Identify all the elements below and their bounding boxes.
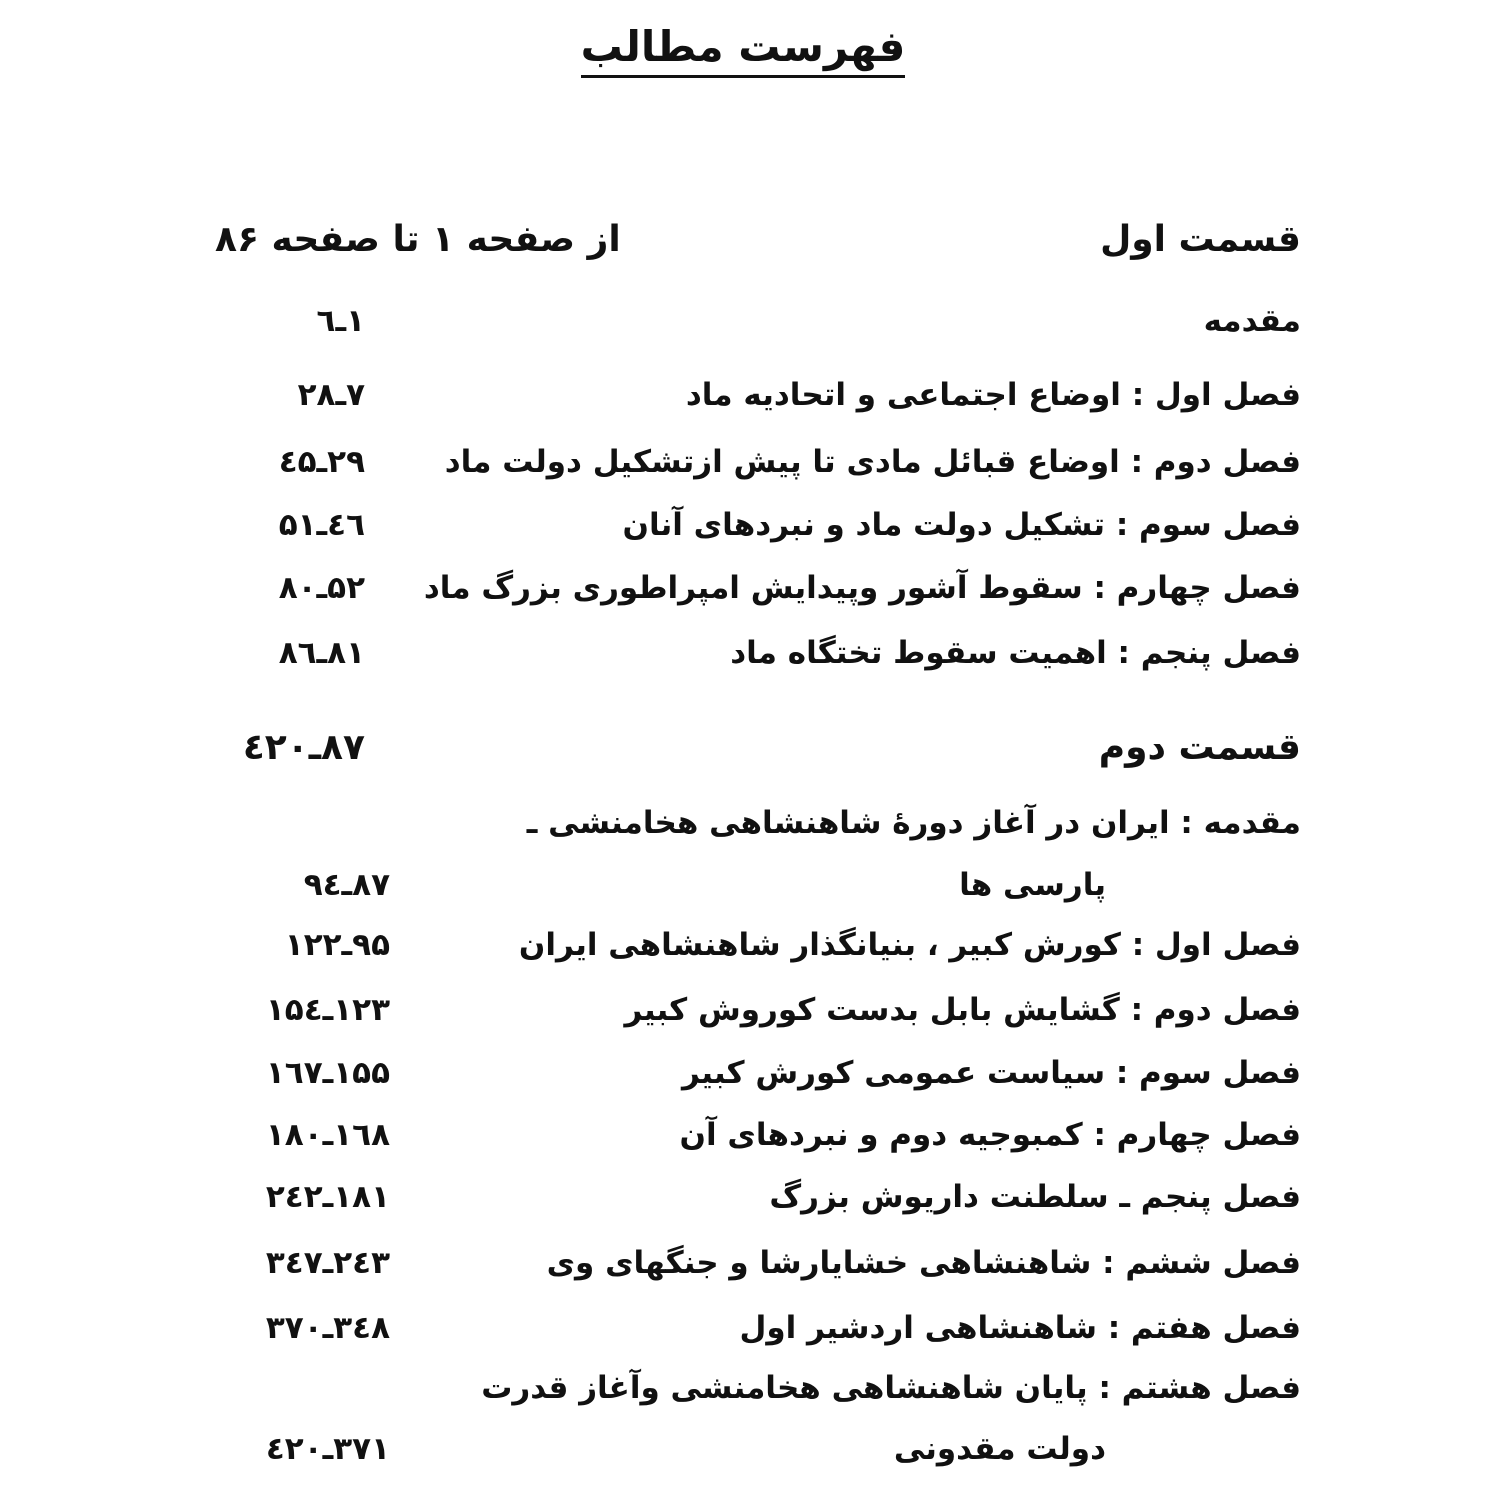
entry-label-continued: دولت مقدونی: [893, 1431, 1106, 1467]
entry-label: فصل سوم : تشکیل دولت ماد و نبردهای آنان: [622, 507, 1301, 543]
part1-page-range: از صفحه ۱ تا صفحه ۸۶: [215, 219, 621, 260]
entry-label: فصل دوم : اوضاع قبائل مادی تا پیش ازتشکیل دولت ماد: [444, 444, 1301, 480]
entry-label: فصل پنجم : اهمیت سقوط تختگاه ماد: [730, 635, 1301, 671]
toc-row: [0, 1110, 1486, 1160]
part2-header: [0, 723, 1486, 773]
entry-label: مقدمه: [1203, 303, 1301, 339]
entry-label: فصل هفتم : شاهنشاهی اردشیر اول: [739, 1310, 1301, 1346]
part1-heading: قسمت اول: [1100, 219, 1301, 260]
entry-pages: ٤٦ـ۵۱: [278, 507, 365, 543]
toc-row: [0, 1303, 1486, 1353]
entry-pages: ۸۷ـ۹٤: [303, 867, 390, 903]
entry-pages: ۹۵ـ۱۲۲: [284, 927, 390, 963]
toc-row: [0, 563, 1486, 613]
entry-pages: ۳۷۱ـ٤۲۰: [265, 1431, 390, 1467]
toc-row: [0, 798, 1486, 848]
entry-pages: ۷ـ۲۸: [297, 377, 365, 413]
entry-label: فصل چهارم : کمبوجیه دوم و نبردهای آن: [679, 1117, 1301, 1153]
entry-pages: ۱٦۸ـ۱۸۰: [265, 1117, 390, 1153]
toc-row: [0, 1048, 1486, 1098]
entry-label: فصل پنجم ـ سلطنت داریوش بزرگ: [769, 1179, 1301, 1215]
entry-pages: ۱۵۵ـ۱٦۷: [265, 1055, 390, 1091]
toc-row: [0, 296, 1486, 346]
entry-label: فصل سوم : سیاست عمومی کورش کبیر: [681, 1055, 1301, 1091]
entry-pages: ۳٤۸ـ۳۷۰: [265, 1310, 390, 1346]
entry-label: فصل چهارم : سقوط آشور وپیدایش امپراطوری بزرگ ماد: [423, 570, 1301, 606]
toc-row: [0, 920, 1486, 970]
entry-pages: ۱۸۱ـ۲٤۲: [265, 1179, 390, 1215]
entry-pages: ۲٤۳ـ۳٤۷: [265, 1245, 390, 1281]
entry-pages: ۱۲۳ـ۱۵٤: [265, 992, 390, 1028]
entry-label: فصل اول : کورش کبیر ، بنیانگذار شاهنشاهی ایران: [518, 927, 1301, 963]
toc-row: [0, 1424, 1486, 1474]
entry-label-continued: پارسی ها: [959, 867, 1106, 903]
entry-label: فصل هشتم : پایان شاهنشاهی هخامنشی وآغاز قدرت: [481, 1370, 1301, 1406]
page-title: فهرست مطالب: [0, 22, 1486, 78]
entry-pages: ۲۹ـ٤۵: [278, 444, 365, 480]
part2-heading: قسمت دوم: [1098, 727, 1301, 768]
toc-row: [0, 628, 1486, 678]
entry-pages: ۱ـ٦: [316, 303, 365, 339]
toc-row: [0, 860, 1486, 910]
part2-page-range: ۸۷ـ٤۲۰: [242, 727, 365, 768]
entry-label: مقدمه : ایران در آغاز دورهٔ شاهنشاهی هخامنشی ـ: [526, 805, 1301, 841]
toc-row: [0, 1238, 1486, 1288]
toc-row: [0, 1363, 1486, 1413]
toc-row: [0, 500, 1486, 550]
entry-pages: ۸۱ـ۸٦: [278, 635, 365, 671]
entry-label: فصل اول : اوضاع اجتماعی و اتحادیه ماد: [685, 377, 1301, 413]
entry-label: فصل دوم : گشایش بابل بدست کوروش کبیر: [624, 992, 1301, 1028]
entry-label: فصل ششم : شاهنشاهی خشایارشا و جنگهای وی: [546, 1245, 1301, 1281]
toc-row: [0, 437, 1486, 487]
entry-pages: ۵۲ـ۸۰: [278, 570, 365, 606]
toc-row: [0, 370, 1486, 420]
toc-row: [0, 1172, 1486, 1222]
toc-row: [0, 985, 1486, 1035]
part1-header: [0, 215, 1486, 265]
